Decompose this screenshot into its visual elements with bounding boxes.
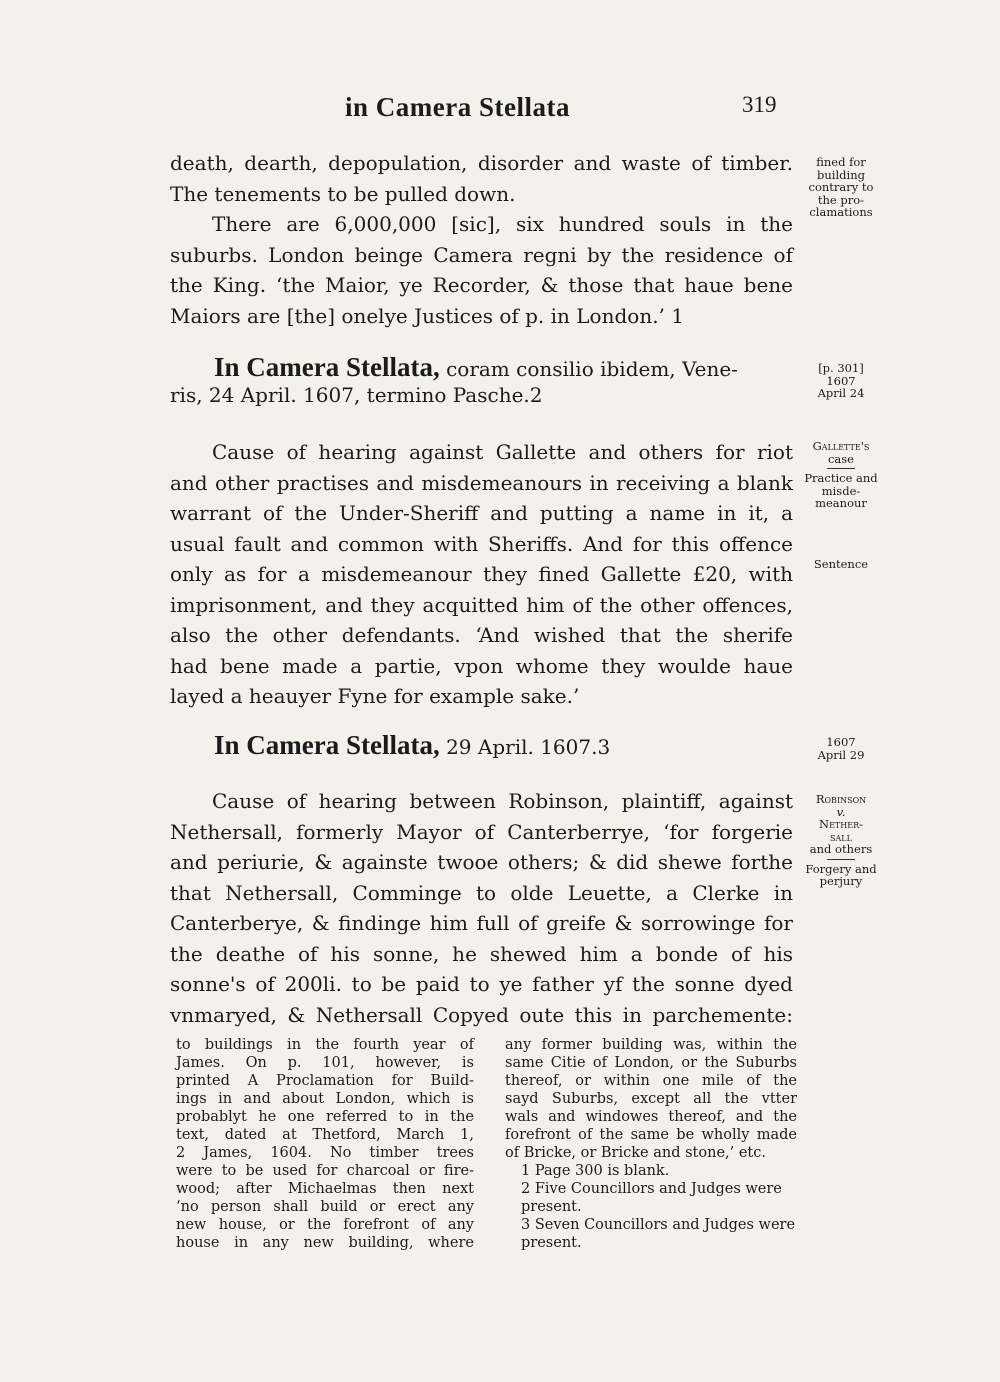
text-line: Maiors are [the] onelye Justices of p. in London.’ 1 xyxy=(170,303,684,328)
footnote-3: 3 Seven Councillors and Judges were present. xyxy=(521,1217,796,1251)
running-head-title: in Camera Stellata xyxy=(345,92,570,122)
margin-rule xyxy=(827,859,855,860)
margin-line: Gallette's xyxy=(812,439,870,453)
blackletter-heading: In Camera Stellata, xyxy=(214,352,440,382)
heading-line-2: ris, 24 April. 1607, termino Pasche.2 xyxy=(170,383,543,407)
footnote-line: to buildings in the fourth year of xyxy=(176,1037,474,1053)
text-line: layed a heauyer Fyne for example sake.’ xyxy=(170,684,580,708)
text-line: only as for a misdemeanour they fined Gallette £20, with xyxy=(170,562,793,586)
text-line: sonne's of 200li. to be paid to ye father yf the sonne dyed xyxy=(170,972,793,996)
margin-line: misde- xyxy=(821,483,861,498)
margin-line: case xyxy=(827,451,854,466)
text-line: that Nethersall, Comminge to olde Leuette, a Clerke in xyxy=(170,880,793,905)
paragraph-1 xyxy=(170,148,793,331)
footnote-line: of Bricke, or Bricke and stone,’ etc. xyxy=(505,1145,766,1161)
margin-line: Sentence xyxy=(813,557,869,571)
text-line: the deathe of his sonne, he shewed him a bonde of his xyxy=(170,941,793,966)
footnote-2: 2 Five Councillors and Judges were present. xyxy=(521,1181,782,1215)
footnote-line: forefront of the same be wholly made xyxy=(505,1127,797,1143)
footnote-line: ings in and about London, which is xyxy=(176,1091,474,1107)
footnote-line: new house, or the forefront of any xyxy=(176,1217,474,1233)
text-line: had bene made a partie, vpon whome they woulde haue xyxy=(170,653,793,678)
margin-line: sall xyxy=(830,829,852,844)
footnote-line: James. On p. 101, however, is xyxy=(176,1055,474,1071)
footnote-line: text, dated at Thetford, March 1, xyxy=(176,1127,474,1143)
margin-line: Forgery and xyxy=(805,861,877,876)
margin-line: Robinson xyxy=(815,792,867,806)
margin-line: [p. 301] xyxy=(818,361,864,375)
blackletter-heading: In Camera Stellata, xyxy=(214,730,440,760)
margin-line: 1607 xyxy=(826,373,856,388)
text-line: Nethersall, formerly Mayor of Canterberrye, ‘for forgerie xyxy=(170,819,793,844)
paragraph-robinson xyxy=(170,786,793,1030)
margin-line: perjury xyxy=(819,874,863,888)
margin-rule xyxy=(827,468,855,469)
text-line: warrant of the Under-Sheriff and putting a name in it, a xyxy=(170,501,793,525)
margin-line: and others xyxy=(809,842,873,856)
margin-line: clamations xyxy=(809,205,873,219)
text-line: and other practises and misdemeanours in receiving a blank xyxy=(170,470,793,495)
text-line: Cause of hearing between Robinson, plaintiff, against xyxy=(212,789,793,813)
margin-note-date2 xyxy=(801,736,881,761)
text-line: The tenements to be pulled down. xyxy=(170,181,516,206)
text-line: and periurie, & againste twooe others; & did shewe forthe xyxy=(170,850,793,874)
footnote-line: wood; after Michaelmas then next xyxy=(176,1181,474,1197)
text-line: imprisonment, and they acquitted him of the other offences, xyxy=(170,592,793,617)
footnote-line: were to be used for charcoal or fire- xyxy=(176,1163,474,1179)
margin-note-fined xyxy=(801,156,881,219)
text-line: the King. ‘the Maior, ye Recorder, & those that haue bene xyxy=(170,273,793,297)
footnote-line: same Citie of London, or the Suburbs xyxy=(505,1055,797,1071)
text-line: usual fault and common with Sheriffs. And for this offence xyxy=(170,531,793,556)
margin-line: meanour xyxy=(815,496,867,510)
margin-note-robinson xyxy=(801,793,881,888)
margin-note-sentence xyxy=(801,558,881,571)
margin-line: contrary to xyxy=(808,180,874,194)
footnote-line: wals and windowes thereof, and the xyxy=(505,1109,797,1125)
text-line: There are 6,000,000 [sic], six hundred souls in the xyxy=(212,212,793,236)
margin-line: the pro- xyxy=(817,192,865,207)
footnote-line: ‘no person shall build or erect any xyxy=(176,1199,474,1215)
margin-line: v. xyxy=(836,804,846,819)
footnote-line: house in any new building, where xyxy=(176,1235,474,1251)
heading-star-chamber-2 xyxy=(214,730,794,762)
footnote-line: thereof, or within one mile of the xyxy=(505,1073,797,1089)
text-line: vnmaryed, & Nethersall Copyed oute this in parchemente: xyxy=(170,1002,793,1027)
margin-note-gallette xyxy=(801,440,881,510)
margin-line: April 29 xyxy=(817,747,865,762)
footnote-left-column xyxy=(176,1036,474,1252)
margin-line: Nether- xyxy=(819,817,863,831)
footnote-1: 1 Page 300 is blank. xyxy=(521,1163,670,1179)
footnote-line: sayd Suburbs, except all the vtter xyxy=(505,1091,797,1107)
margin-line: 1607 xyxy=(826,735,856,749)
margin-line: building xyxy=(817,167,865,182)
text-line: Canterberye, & findinge him full of greife & sorrowinge for xyxy=(170,911,793,935)
margin-line: April 24 xyxy=(817,386,865,400)
text-line: suburbs. London beinge Camera regni by the residence of xyxy=(170,242,793,267)
paragraph-gallette xyxy=(170,437,793,712)
text-line: death, dearth, depopulation, disorder and waste of timber. xyxy=(170,151,793,175)
margin-line: Practice and xyxy=(804,471,878,485)
margin-line: fined for xyxy=(816,155,866,169)
footnote-line: probablyt he one referred to in the xyxy=(176,1109,474,1125)
heading-text: 29 April. 1607.3 xyxy=(439,735,611,759)
footnote-line: any former building was, within the xyxy=(505,1037,797,1053)
page-number: 319 xyxy=(742,92,777,117)
footnote-right-column xyxy=(505,1036,797,1252)
margin-note-ref xyxy=(801,362,881,400)
footnote-line: 2 James, 1604. No timber trees xyxy=(176,1145,474,1161)
footnote-line: printed A Proclamation for Build- xyxy=(176,1073,474,1089)
text-line: also the other defendants. ‘And wished that the sherife xyxy=(170,623,793,647)
heading-star-chamber-1 xyxy=(214,352,794,384)
text-line: Cause of hearing against Gallette and others for riot xyxy=(212,440,793,464)
heading-text: coram consilio ibidem, Vene- xyxy=(439,357,738,381)
